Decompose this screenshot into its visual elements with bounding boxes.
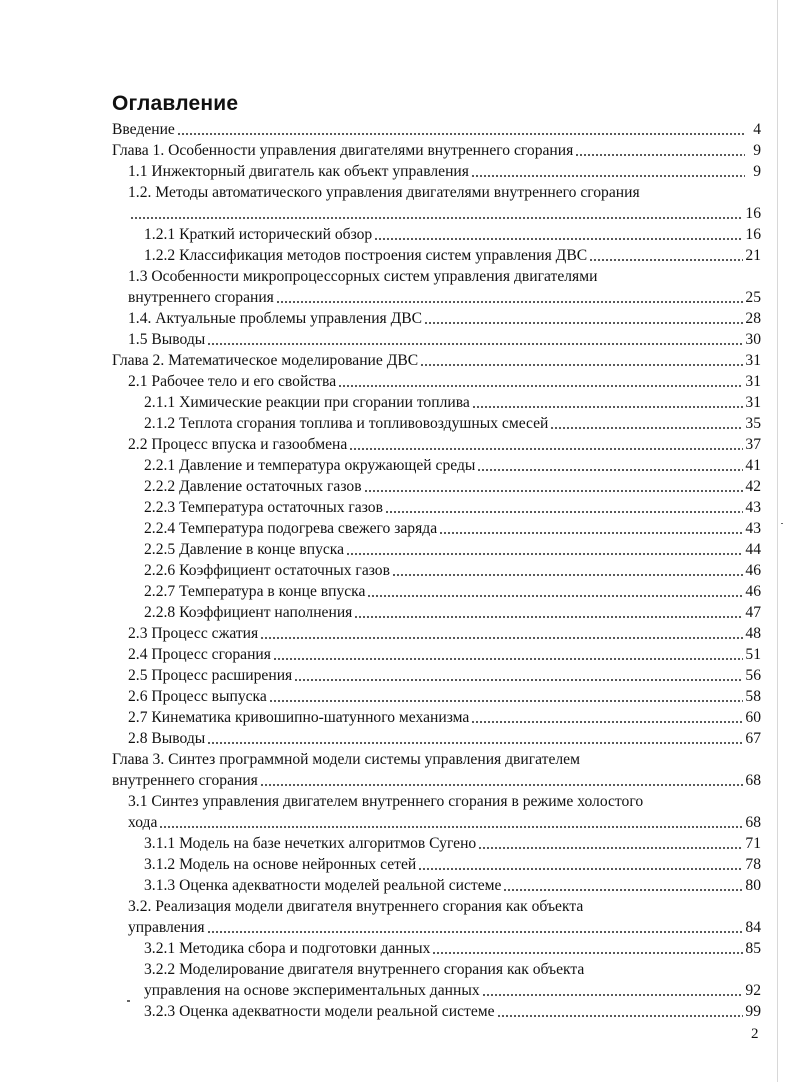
toc-entry-label: 2.1 Рабочее тело и его свойства: [128, 373, 337, 390]
toc-entry-2-3[interactable]: [128, 624, 761, 644]
dot-leader: [424, 320, 743, 325]
toc-entry-chapter-3-label[interactable]: Глава 3. Синтез программной модели системы управления двигателем: [112, 751, 580, 768]
dot-leader: [575, 152, 745, 157]
toc-entry-3-2[interactable]: [128, 918, 761, 938]
dot-leader: [349, 446, 743, 451]
toc-entry-2-6[interactable]: [128, 687, 761, 707]
toc-entry-page: 84: [745, 919, 761, 936]
toc-entry-label: 2.2.5 Давление в конце впуска: [144, 541, 345, 558]
dot-leader: [418, 866, 743, 871]
toc-entry-chapter-1[interactable]: [112, 141, 761, 161]
toc-entry-page: 31: [745, 373, 761, 390]
dot-leader: [589, 257, 743, 262]
dot-leader: [260, 782, 744, 787]
toc-entry-label: Глава 2. Математическое моделирование ДВС: [112, 352, 419, 369]
toc-entry-label: 2.8 Выводы: [128, 730, 206, 747]
toc-entry-2-2[interactable]: [128, 435, 761, 455]
toc-entry-page: 68: [745, 772, 761, 789]
toc-entry-label: 2.2.2 Давление остаточных газов: [144, 478, 362, 495]
toc-entry-1-1[interactable]: [128, 162, 761, 182]
toc-entry-2-4[interactable]: [128, 645, 761, 665]
toc-entry-3-2-2[interactable]: [144, 981, 761, 1001]
toc-entry-page: 30: [745, 331, 761, 348]
toc-entry-3-1-label[interactable]: 3.1 Синтез управления двигателем внутреннего сгорания в режиме холостого: [128, 793, 644, 810]
toc-entry-page: 25: [745, 289, 761, 306]
toc-entry-3-1[interactable]: [128, 813, 761, 833]
toc-entry-2-2-3[interactable]: [144, 498, 761, 518]
toc-entry-page: 16: [745, 205, 761, 222]
dot-leader: [276, 299, 744, 304]
dot-leader: [177, 131, 745, 136]
toc-entry-page: 42: [745, 478, 761, 495]
dot-leader: [159, 824, 743, 829]
toc-entry-label-cont: управления на основе экспериментальных данных: [144, 982, 480, 999]
dot-leader: [432, 950, 743, 955]
toc-entry-page: 99: [745, 1003, 761, 1020]
toc-entry-label: 2.5 Процесс расширения: [128, 667, 293, 684]
toc-entry-label: 3.1.1 Модель на базе нечетких алгоритмов Сугено: [144, 835, 477, 852]
dot-leader: [392, 572, 743, 577]
toc-entry-2-7[interactable]: [128, 708, 761, 728]
toc-entry-label: 3.2.1 Методика сбора и подготовки данных: [144, 940, 431, 957]
toc-entry-3-2-2-label[interactable]: 3.2.2 Моделирование двигателя внутреннего сгорания как объекта: [144, 961, 585, 978]
dot-leader: [472, 404, 744, 409]
toc-entry-page: 78: [745, 856, 761, 873]
toc-entry-intro[interactable]: [112, 120, 761, 140]
toc-entry-label: 2.2.3 Температура остаточных газов: [144, 499, 383, 516]
toc-entry-label: 2.2.7 Температура в конце впуска: [144, 583, 366, 600]
toc-entry-2-2-8[interactable]: [144, 603, 761, 623]
toc-entry-page: 48: [745, 625, 761, 642]
toc-entry-page: 60: [745, 709, 761, 726]
toc-entry-page: 67: [745, 730, 761, 747]
toc-entry-label-cont: внутреннего сгорания: [128, 289, 274, 306]
dot-leader: [471, 719, 743, 724]
dot-leader: [420, 362, 743, 367]
toc-entry-page: 4: [753, 121, 761, 138]
toc-entry-label: Глава 1. Особенности управления двигателями внутреннего сгорания: [112, 142, 574, 159]
toc-entry-page: 9: [753, 142, 761, 159]
toc-entry-label-cont: внутреннего сгорания: [112, 772, 258, 789]
dot-leader: [273, 656, 743, 661]
toc-entry-label: 1.4. Актуальные проблемы управления ДВС: [128, 310, 423, 327]
dot-leader: [207, 929, 744, 934]
toc-entry-3-1-2[interactable]: [144, 855, 761, 875]
toc-entry-label: 2.3 Процесс сжатия: [128, 625, 259, 642]
toc-entry-page: 28: [745, 310, 761, 327]
toc-entry-label: 2.1.1 Химические реакции при сгорании топлива: [144, 394, 470, 411]
toc-entry-label: 3.1.3 Оценка адекватности моделей реальной системе: [144, 877, 502, 894]
toc-entry-label: 3.2.3 Оценка адекватности модели реальной системе: [144, 1003, 495, 1020]
toc-entry-1-4[interactable]: [128, 309, 761, 329]
toc-entry-page: 16: [745, 226, 761, 243]
dot-leader: [207, 740, 743, 745]
dot-leader: [477, 467, 743, 472]
toc-entry-page: 92: [745, 982, 761, 999]
dot-leader: [550, 425, 743, 430]
toc-entry-label: 2.2.6 Коэффициент остаточных газов: [144, 562, 390, 579]
toc-entry-page: 68: [745, 814, 761, 831]
toc-entry-label: 1.1 Инжекторный двигатель как объект управления: [128, 163, 469, 180]
toc-entry-2-8[interactable]: [128, 729, 761, 749]
toc-entry-2-2-1[interactable]: [144, 456, 761, 476]
toc-entry-label: 2.6 Процесс выпуска: [128, 688, 267, 705]
toc-entry-page: 44: [745, 541, 761, 558]
toc-entry-label: 1.5 Выводы: [128, 331, 206, 348]
dot-leader: [269, 698, 744, 703]
toc-entry-page: 9: [753, 163, 761, 180]
scan-speck: [127, 1000, 130, 1002]
toc-entry-page: 43: [745, 499, 761, 516]
toc-entry-chapter-3[interactable]: [112, 771, 761, 791]
dot-leader: [497, 1013, 744, 1018]
toc-entry-label-cont: управления: [128, 919, 205, 936]
toc-entry-1-2-label[interactable]: 1.2. Методы автоматического управления двигателями внутреннего сгорания: [128, 184, 640, 201]
toc-entry-page: 71: [745, 835, 761, 852]
toc-entry-2-1-1[interactable]: [144, 393, 761, 413]
toc-entry-label: 1.2.2 Классификация методов построения систем управления ДВС: [144, 247, 588, 264]
toc-entry-label: 2.2 Процесс впуска и газообмена: [128, 436, 348, 453]
toc-entry-page: 37: [745, 436, 761, 453]
toc-entry-1-2-1[interactable]: [144, 225, 761, 245]
toc-entry-page: 46: [745, 562, 761, 579]
scan-speck: [781, 523, 783, 524]
toc-entry-label: 2.1.2 Теплота сгорания топлива и топливовоздушных смесей: [144, 415, 549, 432]
toc-entry-label: 3.1.2 Модель на основе нейронных сетей: [144, 856, 417, 873]
dot-leader: [482, 992, 744, 997]
toc-entry-1-5[interactable]: [128, 330, 761, 350]
toc-entry-2-2-4[interactable]: [144, 519, 761, 539]
dot-leader: [130, 215, 743, 220]
toc-entry-page: 80: [745, 877, 761, 894]
toc-entry-label: 2.2.8 Коэффициент наполнения: [144, 604, 353, 621]
dot-leader: [478, 845, 743, 850]
toc-entry-3-1-3[interactable]: [144, 876, 761, 896]
scan-edge-line: [777, 0, 778, 1082]
toc-entry-label-cont: хода: [128, 814, 158, 831]
toc-entry-3-1-1[interactable]: [144, 834, 761, 854]
toc-entry-label: 2.7 Кинематика кривошипно-шатунного механизма: [128, 709, 470, 726]
toc-entry-page: 51: [745, 646, 761, 663]
toc-entry-2-2-6[interactable]: [144, 561, 761, 581]
dot-leader: [294, 677, 743, 682]
toc-entry-2-1[interactable]: [128, 372, 761, 392]
toc-entry-3-2-1[interactable]: [144, 939, 761, 959]
dot-leader: [338, 383, 743, 388]
toc-entry-label: 2.2.4 Температура подогрева свежего заряда: [144, 520, 438, 537]
toc-entry-label: Введение: [112, 121, 175, 138]
toc-entry-2-1-2[interactable]: [144, 414, 761, 434]
toc-entry-page: 47: [745, 604, 761, 621]
toc-title: Оглавление: [112, 92, 239, 115]
toc-entry-label: 1.2.1 Краткий исторический обзор: [144, 226, 373, 243]
toc-entry-page: 21: [745, 247, 761, 264]
toc-entry-page: 56: [745, 667, 761, 684]
toc-entry-label: 2.2.1 Давление и температура окружающей среды: [144, 457, 476, 474]
dot-leader: [471, 173, 745, 178]
dot-leader: [364, 488, 744, 493]
toc-entry-2-5[interactable]: [128, 666, 761, 686]
page-number: 2: [751, 1026, 759, 1042]
toc-entry-page: 31: [745, 352, 761, 369]
dot-leader: [367, 593, 743, 598]
toc-entry-page: 46: [745, 583, 761, 600]
dot-leader: [207, 341, 743, 346]
toc-entry-3-2-label[interactable]: 3.2. Реализация модели двигателя внутреннего сгорания как объекта: [128, 898, 584, 915]
toc-entry-2-2-7[interactable]: [144, 582, 761, 602]
toc-entry-page: 31: [745, 394, 761, 411]
dot-leader: [374, 236, 743, 241]
toc-entry-1-3-label[interactable]: 1.3 Особенности микропроцессорных систем управления двигателями: [128, 268, 598, 285]
toc-entry-2-2-5[interactable]: [144, 540, 761, 560]
toc-entry-page: 58: [745, 688, 761, 705]
dot-leader: [354, 614, 743, 619]
toc-entry-1-2[interactable]: [128, 204, 761, 224]
dot-leader: [503, 887, 743, 892]
toc-entry-page: 43: [745, 520, 761, 537]
toc-entry-1-2-2[interactable]: [144, 246, 761, 266]
toc-entry-page: 41: [745, 457, 761, 474]
dot-leader: [346, 551, 743, 556]
dot-leader: [385, 509, 743, 514]
toc-entry-1-3[interactable]: [128, 288, 761, 308]
dot-leader: [439, 530, 743, 535]
dot-leader: [260, 635, 743, 640]
toc-entry-3-2-3[interactable]: [144, 1002, 761, 1022]
toc-entry-label: 2.4 Процесс сгорания: [128, 646, 271, 663]
toc-entry-page: 85: [745, 940, 761, 957]
toc-entry-2-2-2[interactable]: [144, 477, 761, 497]
toc-entry-chapter-2[interactable]: [112, 351, 761, 371]
toc-entry-page: 35: [745, 415, 761, 432]
